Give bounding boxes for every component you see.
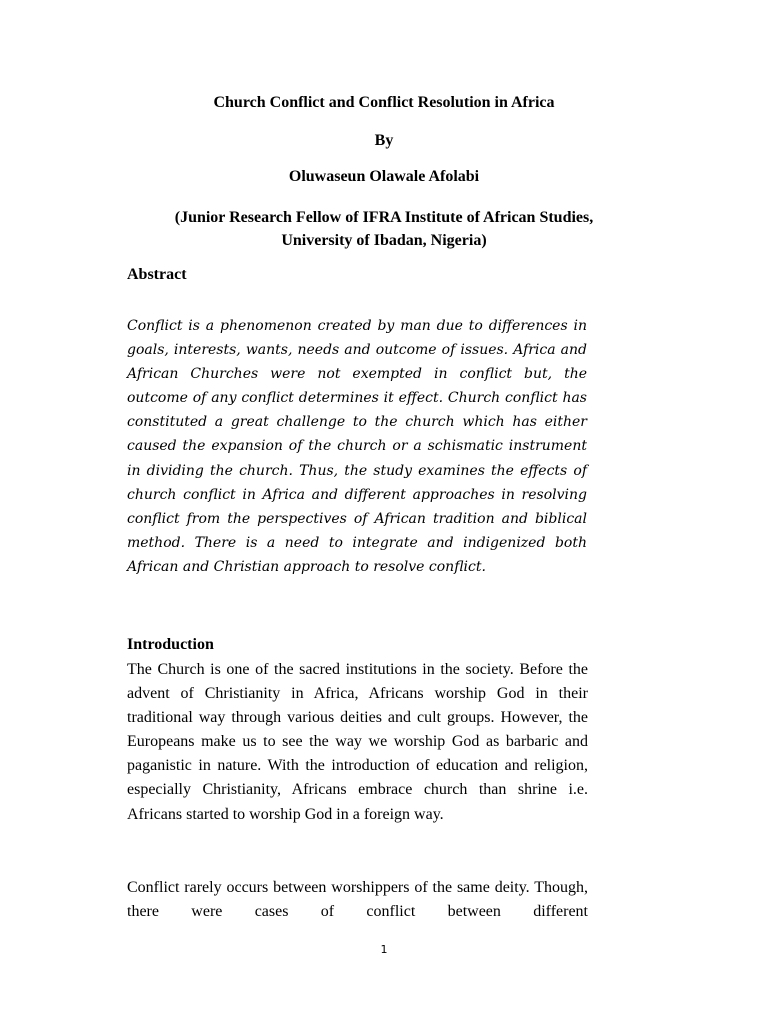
abstract-heading: Abstract <box>127 266 187 283</box>
author-affiliation <box>0 206 768 252</box>
page-number: 1 <box>380 943 388 956</box>
introduction-paragraph-1: The Church is one of the sacred institutions in the society. Before the advent of Christianity in Africa, Africans worship God in their traditional way through various deities and cult groups. However, the Europeans make us to see the way we worship God as barbaric and paganistic in nature. With the introduction of education and religion, especially Christianity, Africans embrace church than shrine i.e. Africans started to worship God in a foreign way. <box>127 661 588 823</box>
affiliation-line-1: (Junior Research Fellow of IFRA Institute of African Studies, <box>174 209 594 226</box>
abstract-body: Conflict is a phenomenon created by man due to differences in goals, interests, wants, needs and outcome of issues. Africa and African Churches were not exempted in conflict but, the outcome of any conflict determines it effect. Church conflict has constituted a great challenge to the church which has either caused the expansion of the church or a schismatic instrument in dividing the church. Thus, the study examines the effects of church conflict in Africa and different approaches in resolving conflict from the perspectives of African tradition and biblical method. There is a need to integrate and indigenized both African and Christian approach to resolve conflict. <box>127 318 587 575</box>
paper-title: Church Conflict and Conflict Resolution in Africa <box>213 94 555 111</box>
introduction-heading: Introduction <box>127 636 214 653</box>
affiliation-line-2: University of Ibadan, Nigeria) <box>281 232 487 249</box>
byline-label: By <box>374 132 394 149</box>
introduction-paragraph-2: Conflict rarely occurs between worshippers of the same deity. Though, there were cases of conflict between different <box>127 879 588 921</box>
author-name: Oluwaseun Olawale Afolabi <box>288 168 480 185</box>
